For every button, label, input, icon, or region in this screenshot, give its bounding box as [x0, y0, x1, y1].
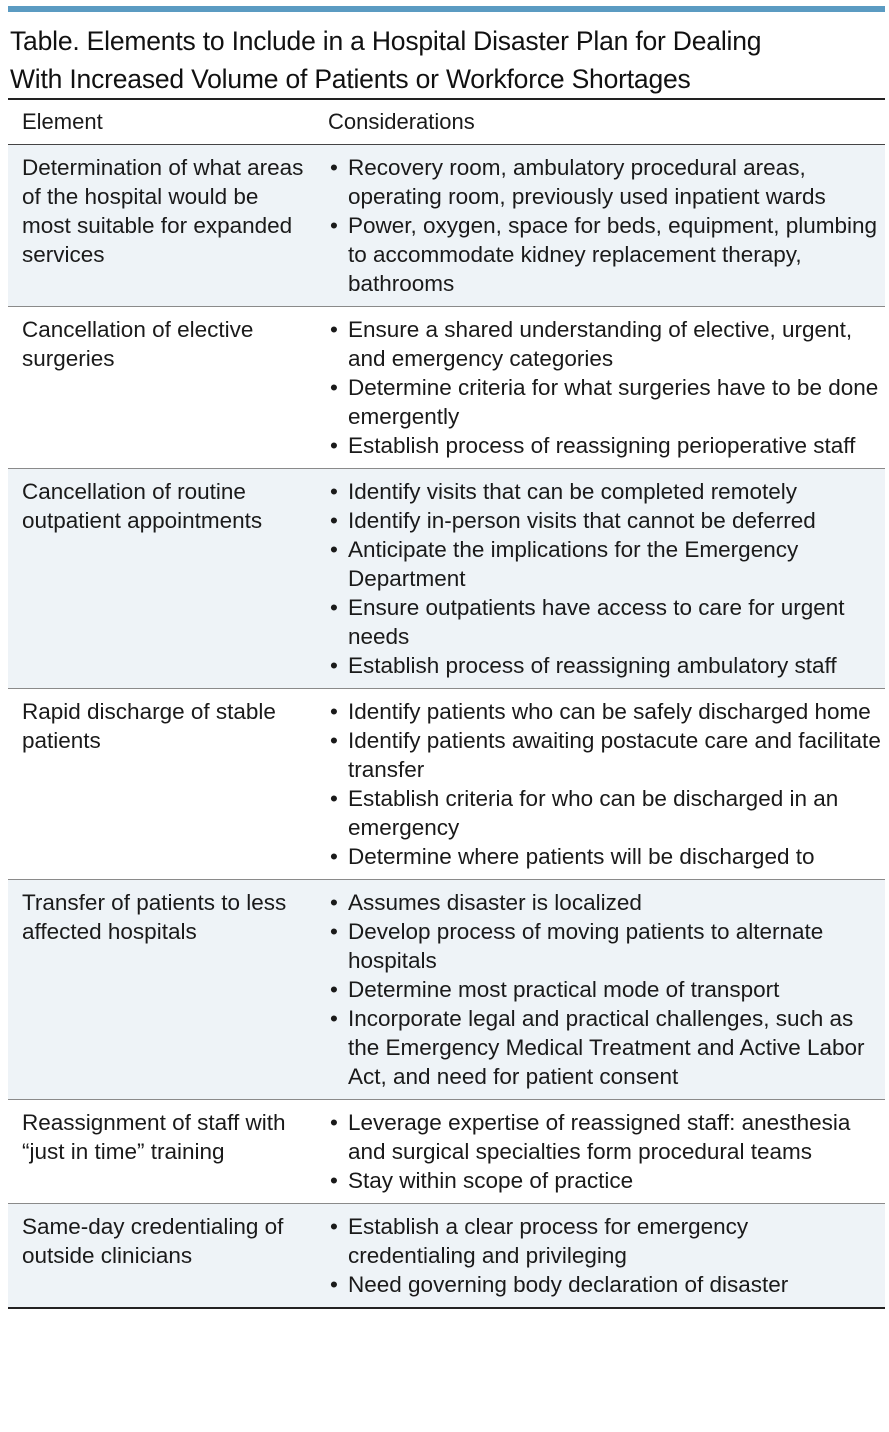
consideration-item: • Assumes disaster is localized — [328, 888, 881, 917]
considerations-cell — [310, 1204, 885, 1309]
consideration-item: • Determine most practical mode of transport — [328, 975, 881, 1004]
table-row — [8, 145, 885, 307]
element-cell: Reassignment of staff with “just in time” training — [8, 1100, 310, 1204]
considerations-cell — [310, 880, 885, 1100]
consideration-item: • Identify patients awaiting postacute care and facilitate transfer — [328, 726, 881, 784]
consideration-item: • Establish a clear process for emergency credentialing and privileging — [328, 1212, 881, 1270]
table-row — [8, 307, 885, 469]
considerations-list — [328, 888, 881, 1091]
consideration-item: • Establish process of reassigning ambulatory staff — [328, 651, 881, 680]
consideration-item: • Ensure a shared understanding of elective, urgent, and emergency categories — [328, 315, 881, 373]
table-body — [8, 145, 885, 1309]
document-page — [0, 6, 889, 1432]
considerations-cell — [310, 307, 885, 469]
considerations-list — [328, 697, 881, 871]
table-row — [8, 1100, 885, 1204]
consideration-item: • Recovery room, ambulatory procedural areas, operating room, previously used inpatient wards — [328, 153, 881, 211]
table-header-row — [8, 100, 885, 145]
considerations-list — [328, 477, 881, 680]
consideration-item: • Identify patients who can be safely discharged home — [328, 697, 881, 726]
considerations-list — [328, 1108, 881, 1195]
consideration-item: • Identify in-person visits that cannot be deferred — [328, 506, 881, 535]
consideration-item: • Incorporate legal and practical challenges, such as the Emergency Medical Treatment and Active Labor Act, and need for patient consent — [328, 1004, 881, 1091]
consideration-item: • Ensure outpatients have access to care for urgent needs — [328, 593, 881, 651]
consideration-item: • Determine criteria for what surgeries have to be done emergently — [328, 373, 881, 431]
consideration-item: • Anticipate the implications for the Emergency Department — [328, 535, 881, 593]
considerations-list — [328, 153, 881, 298]
considerations-list — [328, 315, 881, 460]
table-caption-line-1: Table. Elements to Include in a Hospital Disaster Plan for Dealing — [10, 26, 762, 56]
element-cell: Same-day credentialing of outside clinicians — [8, 1204, 310, 1309]
considerations-cell — [310, 469, 885, 689]
element-cell: Cancellation of elective surgeries — [8, 307, 310, 469]
element-cell: Determination of what areas of the hospital would be most suitable for expanded services — [8, 145, 310, 307]
table-row — [8, 880, 885, 1100]
table-row — [8, 689, 885, 880]
table-row — [8, 469, 885, 689]
considerations-cell — [310, 145, 885, 307]
consideration-item: • Leverage expertise of reassigned staff: anesthesia and surgical specialties form procedural teams — [328, 1108, 881, 1166]
consideration-item: • Power, oxygen, space for beds, equipment, plumbing to accommodate kidney replacement therapy, bathrooms — [328, 211, 881, 298]
element-cell: Cancellation of routine outpatient appointments — [8, 469, 310, 689]
considerations-cell — [310, 689, 885, 880]
column-header-considerations: Considerations — [310, 100, 885, 145]
consideration-item: • Stay within scope of practice — [328, 1166, 881, 1195]
consideration-item: • Need governing body declaration of disaster — [328, 1270, 881, 1299]
table-caption — [8, 12, 885, 98]
consideration-item: • Establish process of reassigning perioperative staff — [328, 431, 881, 460]
column-header-element: Element — [8, 100, 310, 145]
consideration-item: • Establish criteria for who can be discharged in an emergency — [328, 784, 881, 842]
disaster-plan-table — [8, 100, 885, 1309]
element-cell: Rapid discharge of stable patients — [8, 689, 310, 880]
element-cell: Transfer of patients to less affected hospitals — [8, 880, 310, 1100]
table-row — [8, 1204, 885, 1309]
considerations-list — [328, 1212, 881, 1299]
considerations-cell — [310, 1100, 885, 1204]
consideration-item: • Identify visits that can be completed remotely — [328, 477, 881, 506]
table-caption-line-2: With Increased Volume of Patients or Workforce Shortages — [10, 64, 691, 94]
consideration-item: • Develop process of moving patients to alternate hospitals — [328, 917, 881, 975]
consideration-item: • Determine where patients will be discharged to — [328, 842, 881, 871]
